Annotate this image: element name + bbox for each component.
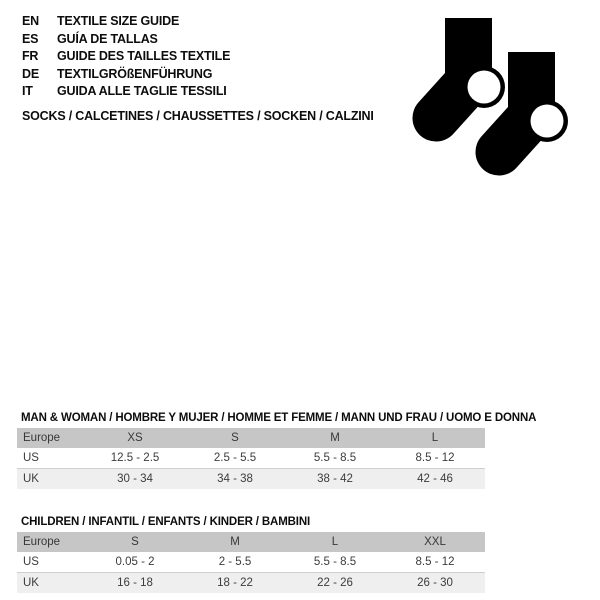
column-header-size: L — [431, 432, 439, 444]
language-label: TEXTILE SIZE GUIDE — [57, 14, 180, 28]
table-row-us — [17, 448, 485, 469]
size-value: 16 - 18 — [117, 577, 153, 589]
table-row-us — [17, 552, 485, 573]
socks-icon — [408, 14, 570, 182]
row-label: US — [23, 556, 39, 568]
row-label: UK — [23, 473, 39, 485]
table-header-row — [17, 428, 485, 448]
language-label: GUIDA ALLE TAGLIE TESSILI — [57, 84, 227, 99]
table-header-row — [17, 532, 485, 552]
column-header-region: Europe — [23, 432, 61, 444]
language-code: EN — [22, 14, 39, 28]
size-value: 30 - 34 — [117, 473, 153, 485]
size-value: 12.5 - 2.5 — [110, 452, 160, 464]
column-header-size: XS — [127, 432, 143, 444]
language-code: DE — [22, 66, 39, 81]
size-value: 2.5 - 5.5 — [213, 452, 257, 464]
language-row-en — [22, 13, 230, 31]
language-row-fr — [22, 48, 230, 66]
row-label: US — [23, 452, 39, 464]
size-value: 2 - 5.5 — [218, 556, 252, 568]
column-header-size: S — [231, 432, 239, 444]
language-row-de — [22, 66, 230, 84]
size-value: 42 - 46 — [417, 473, 453, 485]
children-table-title: CHILDREN / INFANTIL / ENFANTS / KINDER / BAMBINI — [21, 516, 311, 528]
column-header-size: S — [131, 536, 139, 548]
language-label: TEXTILGRÖßENFÜHRUNG — [57, 66, 213, 81]
product-category-line: SOCKS / CALCETINES / CHAUSSETTES / SOCKEN / CALZINI — [22, 109, 374, 123]
man-woman-size-table — [17, 428, 485, 489]
language-code: FR — [22, 49, 39, 64]
column-header-size: XXL — [424, 536, 446, 548]
table-row-uk — [17, 469, 485, 489]
sock-front — [499, 52, 568, 152]
sock-back — [436, 18, 505, 118]
column-header-region: Europe — [23, 536, 61, 548]
language-code: IT — [22, 84, 33, 99]
children-size-table — [17, 532, 485, 593]
size-value: 26 - 30 — [417, 577, 453, 589]
size-value: 5.5 - 8.5 — [313, 452, 357, 464]
language-header — [22, 13, 230, 101]
language-code: ES — [22, 31, 39, 46]
size-value: 8.5 - 12 — [415, 556, 455, 568]
size-value: 34 - 38 — [217, 473, 253, 485]
table-row-uk — [17, 573, 485, 593]
column-header-size: L — [331, 536, 339, 548]
column-header-size: M — [230, 536, 240, 548]
size-value: 5.5 - 8.5 — [313, 556, 357, 568]
size-value: 0.05 - 2 — [115, 556, 155, 568]
size-value: 18 - 22 — [217, 577, 253, 589]
language-label: GUÍA DE TALLAS — [57, 31, 158, 46]
language-label: GUIDE DES TAILLES TEXTILE — [57, 49, 231, 64]
language-row-es — [22, 31, 230, 49]
size-value: 8.5 - 12 — [415, 452, 455, 464]
column-header-size: M — [330, 432, 340, 444]
man-woman-table-title: MAN & WOMAN / HOMBRE Y MUJER / HOMME ET FEMME / MANN UND FRAU / UOMO E DONNA — [21, 412, 537, 424]
size-value: 38 - 42 — [317, 473, 353, 485]
row-label: UK — [23, 577, 39, 589]
size-value: 22 - 26 — [317, 577, 353, 589]
language-row-it — [22, 83, 230, 101]
